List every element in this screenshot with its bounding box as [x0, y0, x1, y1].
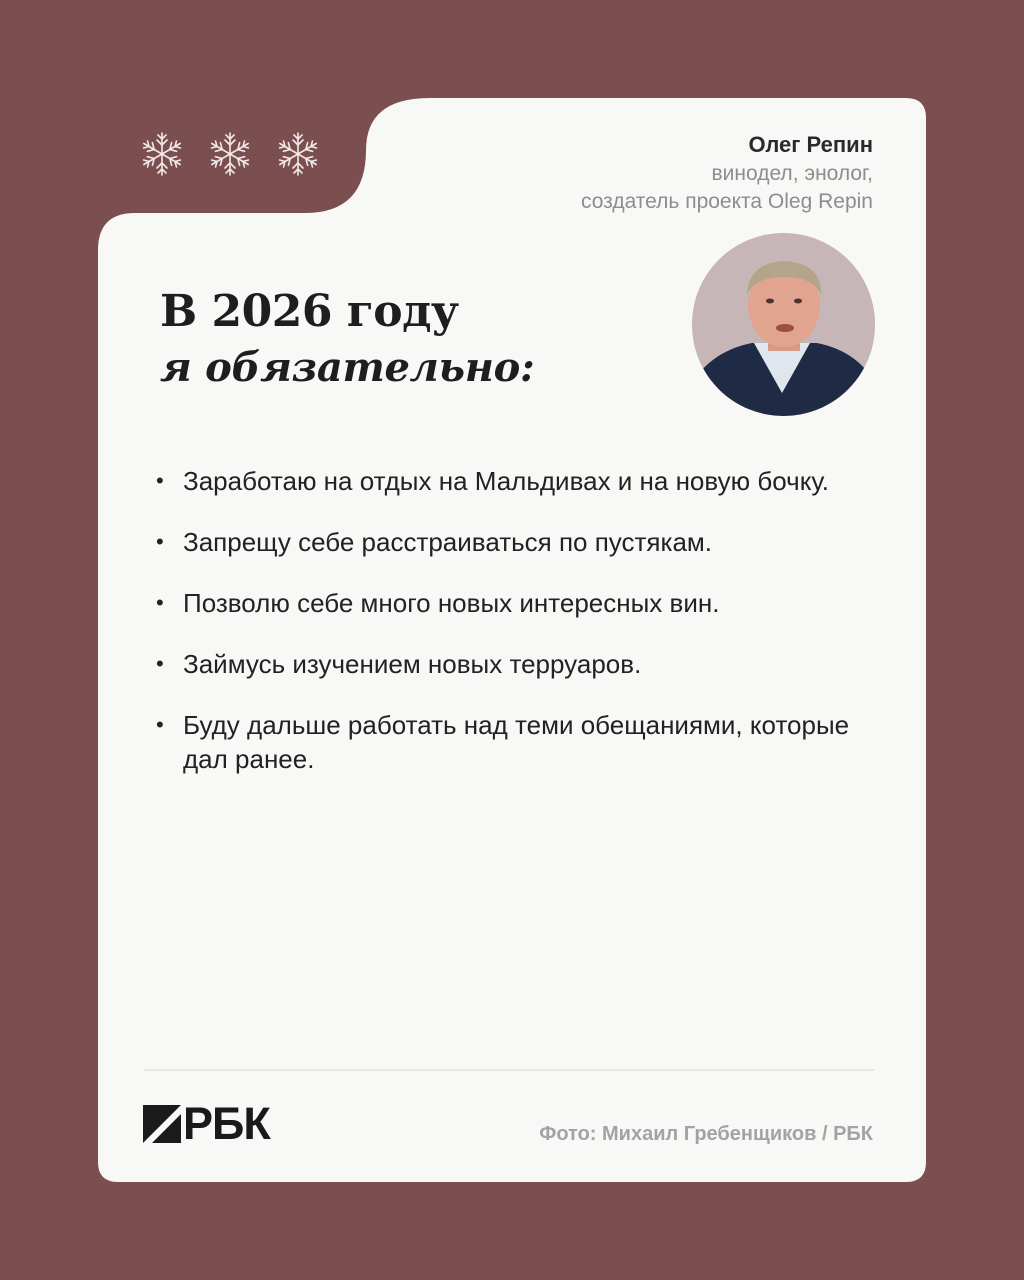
rbc-logo-icon — [143, 1105, 181, 1143]
list-item — [156, 464, 856, 498]
photo-credit: Фото: Михаил Гребенщиков / РБК — [539, 1123, 873, 1145]
bullet-icon: • — [156, 468, 164, 493]
promise-text: Займусь изучением новых терруаров. — [183, 649, 642, 679]
headline — [160, 284, 680, 396]
snowflake-icon — [138, 130, 186, 178]
list-item — [156, 708, 856, 776]
bullet-icon: • — [156, 712, 164, 737]
promise-text: Запрещу себе расстраиваться по пустякам. — [183, 527, 713, 557]
promise-text: Буду дальше работать над теми обещаниями, которые дал ранее. — [183, 710, 850, 774]
snowflake-icon — [274, 130, 322, 178]
author-role-line-2: создатель проекта Oleg Repin — [580, 190, 873, 213]
promise-text: Позволю себе много новых интересных вин. — [183, 588, 720, 618]
promises-list — [156, 464, 856, 803]
bullet-icon: • — [156, 590, 164, 615]
author-info — [453, 130, 873, 216]
bullet-icon: • — [156, 529, 164, 554]
headline-subtitle: я обязательно: — [160, 344, 535, 391]
promise-text: Заработаю на отдых на Мальдивах и на новую бочку. — [183, 466, 829, 496]
footer-divider — [144, 1069, 874, 1071]
author-name: Олег Репин — [748, 132, 873, 157]
list-item — [156, 525, 856, 559]
author-photo — [692, 233, 875, 416]
list-item — [156, 586, 856, 620]
headline-title: В 2026 году — [160, 286, 459, 337]
list-item — [156, 647, 856, 681]
rbc-logo-text: РБК — [183, 1098, 270, 1149]
bullet-icon: • — [156, 651, 164, 676]
author-role-line-1: винодел, энолог, — [711, 162, 873, 185]
snowflake-decoration — [138, 130, 322, 178]
rbc-logo — [143, 1098, 270, 1149]
snowflake-icon — [206, 130, 254, 178]
